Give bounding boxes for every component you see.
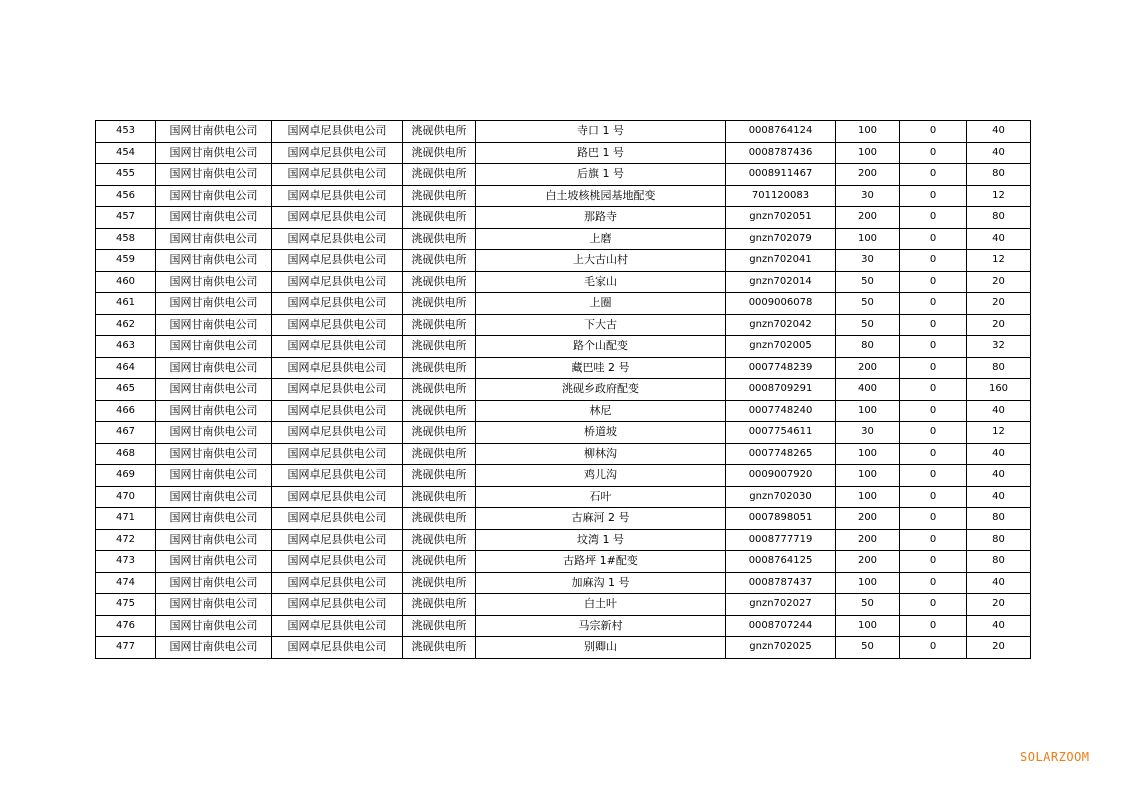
transformer-name-cell: 路个山配变 <box>476 336 726 358</box>
value-zero-cell: 0 <box>900 637 967 659</box>
value-cell: 20 <box>967 314 1031 336</box>
value-cell: 40 <box>967 400 1031 422</box>
city-company-cell: 国网甘南供电公司 <box>156 164 272 186</box>
county-company-cell: 国网卓尼县供电公司 <box>272 228 403 250</box>
city-company-cell: 国网甘南供电公司 <box>156 529 272 551</box>
row-number-cell: 471 <box>96 508 156 530</box>
county-company-cell: 国网卓尼县供电公司 <box>272 422 403 444</box>
row-number-cell: 463 <box>96 336 156 358</box>
supply-station-cell: 洮砚供电所 <box>403 142 476 164</box>
table-row <box>96 357 1031 379</box>
county-company-cell: 国网卓尼县供电公司 <box>272 486 403 508</box>
county-company-cell: 国网卓尼县供电公司 <box>272 121 403 143</box>
city-company-cell: 国网甘南供电公司 <box>156 336 272 358</box>
meter-code-cell: 701120083 <box>726 185 836 207</box>
transformer-name-cell: 毛家山 <box>476 271 726 293</box>
supply-station-cell: 洮砚供电所 <box>403 572 476 594</box>
value-cell: 12 <box>967 422 1031 444</box>
value-cell: 12 <box>967 250 1031 272</box>
capacity-cell: 100 <box>836 615 900 637</box>
city-company-cell: 国网甘南供电公司 <box>156 207 272 229</box>
meter-code-cell: 0007754611 <box>726 422 836 444</box>
value-cell: 160 <box>967 379 1031 401</box>
supply-station-cell: 洮砚供电所 <box>403 443 476 465</box>
meter-code-cell: gnzn702042 <box>726 314 836 336</box>
city-company-cell: 国网甘南供电公司 <box>156 422 272 444</box>
transformer-name-cell: 上磨 <box>476 228 726 250</box>
transformer-name-cell: 上大古山村 <box>476 250 726 272</box>
meter-code-cell: 0008787436 <box>726 142 836 164</box>
value-cell: 40 <box>967 142 1031 164</box>
table-row <box>96 228 1031 250</box>
transformer-name-cell: 林尼 <box>476 400 726 422</box>
value-zero-cell: 0 <box>900 164 967 186</box>
table-row <box>96 293 1031 315</box>
value-zero-cell: 0 <box>900 551 967 573</box>
city-company-cell: 国网甘南供电公司 <box>156 185 272 207</box>
value-zero-cell: 0 <box>900 400 967 422</box>
meter-code-cell: gnzn702027 <box>726 594 836 616</box>
capacity-cell: 200 <box>836 357 900 379</box>
value-cell: 80 <box>967 529 1031 551</box>
value-cell: 80 <box>967 207 1031 229</box>
meter-code-cell: 0008787437 <box>726 572 836 594</box>
value-zero-cell: 0 <box>900 314 967 336</box>
county-company-cell: 国网卓尼县供电公司 <box>272 594 403 616</box>
supply-station-cell: 洮砚供电所 <box>403 336 476 358</box>
transformer-name-cell: 柳林沟 <box>476 443 726 465</box>
value-cell: 80 <box>967 164 1031 186</box>
row-number-cell: 457 <box>96 207 156 229</box>
city-company-cell: 国网甘南供电公司 <box>156 637 272 659</box>
capacity-cell: 100 <box>836 121 900 143</box>
capacity-cell: 50 <box>836 314 900 336</box>
value-zero-cell: 0 <box>900 228 967 250</box>
supply-station-cell: 洮砚供电所 <box>403 250 476 272</box>
city-company-cell: 国网甘南供电公司 <box>156 314 272 336</box>
value-cell: 20 <box>967 293 1031 315</box>
city-company-cell: 国网甘南供电公司 <box>156 508 272 530</box>
capacity-cell: 50 <box>836 293 900 315</box>
supply-station-cell: 洮砚供电所 <box>403 379 476 401</box>
table-row <box>96 207 1031 229</box>
table-row <box>96 486 1031 508</box>
row-number-cell: 468 <box>96 443 156 465</box>
meter-code-cell: gnzn702051 <box>726 207 836 229</box>
city-company-cell: 国网甘南供电公司 <box>156 228 272 250</box>
value-zero-cell: 0 <box>900 293 967 315</box>
city-company-cell: 国网甘南供电公司 <box>156 357 272 379</box>
transformer-name-cell: 寺口 1 号 <box>476 121 726 143</box>
transformer-name-cell: 路巴 1 号 <box>476 142 726 164</box>
capacity-cell: 30 <box>836 422 900 444</box>
county-company-cell: 国网卓尼县供电公司 <box>272 357 403 379</box>
supply-station-cell: 洮砚供电所 <box>403 422 476 444</box>
value-cell: 40 <box>967 121 1031 143</box>
table-row <box>96 185 1031 207</box>
table-row <box>96 594 1031 616</box>
city-company-cell: 国网甘南供电公司 <box>156 121 272 143</box>
meter-code-cell: 0007898051 <box>726 508 836 530</box>
table-row <box>96 142 1031 164</box>
county-company-cell: 国网卓尼县供电公司 <box>272 551 403 573</box>
county-company-cell: 国网卓尼县供电公司 <box>272 615 403 637</box>
transformer-name-cell: 白土坡核桃园基地配变 <box>476 185 726 207</box>
city-company-cell: 国网甘南供电公司 <box>156 443 272 465</box>
meter-code-cell: 0008911467 <box>726 164 836 186</box>
county-company-cell: 国网卓尼县供电公司 <box>272 572 403 594</box>
supply-station-cell: 洮砚供电所 <box>403 185 476 207</box>
supply-station-cell: 洮砚供电所 <box>403 228 476 250</box>
value-zero-cell: 0 <box>900 529 967 551</box>
value-zero-cell: 0 <box>900 121 967 143</box>
table-row <box>96 336 1031 358</box>
transformer-name-cell: 加麻沟 1 号 <box>476 572 726 594</box>
row-number-cell: 465 <box>96 379 156 401</box>
row-number-cell: 454 <box>96 142 156 164</box>
value-zero-cell: 0 <box>900 465 967 487</box>
transformer-name-cell: 鸡儿沟 <box>476 465 726 487</box>
row-number-cell: 475 <box>96 594 156 616</box>
city-company-cell: 国网甘南供电公司 <box>156 551 272 573</box>
table-row <box>96 379 1031 401</box>
meter-code-cell: gnzn702041 <box>726 250 836 272</box>
city-company-cell: 国网甘南供电公司 <box>156 142 272 164</box>
county-company-cell: 国网卓尼县供电公司 <box>272 164 403 186</box>
watermark: SOLARZOOM <box>1020 750 1090 764</box>
city-company-cell: 国网甘南供电公司 <box>156 400 272 422</box>
county-company-cell: 国网卓尼县供电公司 <box>272 443 403 465</box>
county-company-cell: 国网卓尼县供电公司 <box>272 142 403 164</box>
table-row <box>96 551 1031 573</box>
table-row <box>96 400 1031 422</box>
value-zero-cell: 0 <box>900 336 967 358</box>
county-company-cell: 国网卓尼县供电公司 <box>272 293 403 315</box>
city-company-cell: 国网甘南供电公司 <box>156 379 272 401</box>
value-cell: 80 <box>967 357 1031 379</box>
value-cell: 40 <box>967 486 1031 508</box>
value-zero-cell: 0 <box>900 185 967 207</box>
supply-station-cell: 洮砚供电所 <box>403 551 476 573</box>
value-cell: 40 <box>967 615 1031 637</box>
transformer-name-cell: 下大古 <box>476 314 726 336</box>
capacity-cell: 400 <box>836 379 900 401</box>
value-cell: 20 <box>967 637 1031 659</box>
meter-code-cell: gnzn702030 <box>726 486 836 508</box>
capacity-cell: 80 <box>836 336 900 358</box>
supply-station-cell: 洮砚供电所 <box>403 508 476 530</box>
row-number-cell: 470 <box>96 486 156 508</box>
capacity-cell: 100 <box>836 443 900 465</box>
capacity-cell: 200 <box>836 529 900 551</box>
table-row <box>96 637 1031 659</box>
row-number-cell: 477 <box>96 637 156 659</box>
row-number-cell: 473 <box>96 551 156 573</box>
table-row <box>96 465 1031 487</box>
county-company-cell: 国网卓尼县供电公司 <box>272 250 403 272</box>
row-number-cell: 472 <box>96 529 156 551</box>
capacity-cell: 200 <box>836 508 900 530</box>
value-cell: 40 <box>967 465 1031 487</box>
capacity-cell: 50 <box>836 637 900 659</box>
capacity-cell: 100 <box>836 400 900 422</box>
value-cell: 32 <box>967 336 1031 358</box>
row-number-cell: 476 <box>96 615 156 637</box>
transformer-name-cell: 古麻河 2 号 <box>476 508 726 530</box>
meter-code-cell: 0009007920 <box>726 465 836 487</box>
meter-code-cell: 0008764125 <box>726 551 836 573</box>
transformer-name-cell: 古路坪 1#配变 <box>476 551 726 573</box>
meter-code-cell: 0008764124 <box>726 121 836 143</box>
value-cell: 12 <box>967 185 1031 207</box>
capacity-cell: 50 <box>836 594 900 616</box>
value-zero-cell: 0 <box>900 422 967 444</box>
transformer-name-cell: 藏巴哇 2 号 <box>476 357 726 379</box>
value-cell: 20 <box>967 594 1031 616</box>
row-number-cell: 462 <box>96 314 156 336</box>
capacity-cell: 100 <box>836 486 900 508</box>
table-row <box>96 314 1031 336</box>
city-company-cell: 国网甘南供电公司 <box>156 293 272 315</box>
meter-code-cell: 0009006078 <box>726 293 836 315</box>
capacity-cell: 50 <box>836 271 900 293</box>
row-number-cell: 461 <box>96 293 156 315</box>
city-company-cell: 国网甘南供电公司 <box>156 615 272 637</box>
value-zero-cell: 0 <box>900 142 967 164</box>
row-number-cell: 456 <box>96 185 156 207</box>
table-row <box>96 250 1031 272</box>
capacity-cell: 100 <box>836 142 900 164</box>
data-table <box>95 120 1031 659</box>
row-number-cell: 464 <box>96 357 156 379</box>
meter-code-cell: gnzn702079 <box>726 228 836 250</box>
value-cell: 80 <box>967 508 1031 530</box>
transformer-name-cell: 石叶 <box>476 486 726 508</box>
city-company-cell: 国网甘南供电公司 <box>156 465 272 487</box>
county-company-cell: 国网卓尼县供电公司 <box>272 637 403 659</box>
meter-code-cell: gnzn702025 <box>726 637 836 659</box>
capacity-cell: 200 <box>836 164 900 186</box>
value-zero-cell: 0 <box>900 486 967 508</box>
transformer-name-cell: 洮砚乡政府配变 <box>476 379 726 401</box>
value-zero-cell: 0 <box>900 379 967 401</box>
table-row <box>96 271 1031 293</box>
value-cell: 80 <box>967 551 1031 573</box>
value-zero-cell: 0 <box>900 443 967 465</box>
capacity-cell: 100 <box>836 572 900 594</box>
county-company-cell: 国网卓尼县供电公司 <box>272 314 403 336</box>
supply-station-cell: 洮砚供电所 <box>403 529 476 551</box>
meter-code-cell: 0008709291 <box>726 379 836 401</box>
row-number-cell: 469 <box>96 465 156 487</box>
row-number-cell: 474 <box>96 572 156 594</box>
meter-code-cell: gnzn702014 <box>726 271 836 293</box>
capacity-cell: 100 <box>836 465 900 487</box>
county-company-cell: 国网卓尼县供电公司 <box>272 271 403 293</box>
meter-code-cell: gnzn702005 <box>726 336 836 358</box>
table-row <box>96 572 1031 594</box>
value-zero-cell: 0 <box>900 572 967 594</box>
county-company-cell: 国网卓尼县供电公司 <box>272 508 403 530</box>
transformer-name-cell: 桥道坡 <box>476 422 726 444</box>
row-number-cell: 458 <box>96 228 156 250</box>
table-body <box>96 121 1031 659</box>
meter-code-cell: 0008777719 <box>726 529 836 551</box>
transformer-name-cell: 别卿山 <box>476 637 726 659</box>
supply-station-cell: 洮砚供电所 <box>403 207 476 229</box>
meter-code-cell: 0007748265 <box>726 443 836 465</box>
table-row <box>96 529 1031 551</box>
city-company-cell: 国网甘南供电公司 <box>156 572 272 594</box>
row-number-cell: 453 <box>96 121 156 143</box>
transformer-name-cell: 那路寺 <box>476 207 726 229</box>
row-number-cell: 466 <box>96 400 156 422</box>
city-company-cell: 国网甘南供电公司 <box>156 271 272 293</box>
county-company-cell: 国网卓尼县供电公司 <box>272 400 403 422</box>
county-company-cell: 国网卓尼县供电公司 <box>272 465 403 487</box>
table-row <box>96 121 1031 143</box>
value-zero-cell: 0 <box>900 508 967 530</box>
row-number-cell: 459 <box>96 250 156 272</box>
meter-code-cell: 0007748239 <box>726 357 836 379</box>
value-cell: 20 <box>967 271 1031 293</box>
county-company-cell: 国网卓尼县供电公司 <box>272 207 403 229</box>
transformer-name-cell: 马宗新村 <box>476 615 726 637</box>
supply-station-cell: 洮砚供电所 <box>403 594 476 616</box>
table-row <box>96 422 1031 444</box>
supply-station-cell: 洮砚供电所 <box>403 271 476 293</box>
supply-station-cell: 洮砚供电所 <box>403 486 476 508</box>
county-company-cell: 国网卓尼县供电公司 <box>272 529 403 551</box>
capacity-cell: 200 <box>836 551 900 573</box>
table-row <box>96 443 1031 465</box>
meter-code-cell: 0007748240 <box>726 400 836 422</box>
supply-station-cell: 洮砚供电所 <box>403 400 476 422</box>
supply-station-cell: 洮砚供电所 <box>403 314 476 336</box>
value-zero-cell: 0 <box>900 594 967 616</box>
value-cell: 40 <box>967 443 1031 465</box>
value-cell: 40 <box>967 572 1031 594</box>
value-zero-cell: 0 <box>900 615 967 637</box>
value-zero-cell: 0 <box>900 271 967 293</box>
supply-station-cell: 洮砚供电所 <box>403 293 476 315</box>
transformer-name-cell: 坟湾 1 号 <box>476 529 726 551</box>
transformer-name-cell: 后旗 1 号 <box>476 164 726 186</box>
value-cell: 40 <box>967 228 1031 250</box>
county-company-cell: 国网卓尼县供电公司 <box>272 185 403 207</box>
meter-code-cell: 0008707244 <box>726 615 836 637</box>
supply-station-cell: 洮砚供电所 <box>403 357 476 379</box>
capacity-cell: 30 <box>836 185 900 207</box>
value-zero-cell: 0 <box>900 207 967 229</box>
city-company-cell: 国网甘南供电公司 <box>156 594 272 616</box>
supply-station-cell: 洮砚供电所 <box>403 637 476 659</box>
row-number-cell: 467 <box>96 422 156 444</box>
capacity-cell: 30 <box>836 250 900 272</box>
supply-station-cell: 洮砚供电所 <box>403 121 476 143</box>
table-row <box>96 615 1031 637</box>
capacity-cell: 200 <box>836 207 900 229</box>
transformer-name-cell: 白土叶 <box>476 594 726 616</box>
supply-station-cell: 洮砚供电所 <box>403 465 476 487</box>
value-zero-cell: 0 <box>900 357 967 379</box>
table-row <box>96 164 1031 186</box>
row-number-cell: 460 <box>96 271 156 293</box>
city-company-cell: 国网甘南供电公司 <box>156 486 272 508</box>
table-row <box>96 508 1031 530</box>
value-zero-cell: 0 <box>900 250 967 272</box>
supply-station-cell: 洮砚供电所 <box>403 615 476 637</box>
transformer-name-cell: 上圈 <box>476 293 726 315</box>
county-company-cell: 国网卓尼县供电公司 <box>272 379 403 401</box>
row-number-cell: 455 <box>96 164 156 186</box>
county-company-cell: 国网卓尼县供电公司 <box>272 336 403 358</box>
capacity-cell: 100 <box>836 228 900 250</box>
supply-station-cell: 洮砚供电所 <box>403 164 476 186</box>
city-company-cell: 国网甘南供电公司 <box>156 250 272 272</box>
